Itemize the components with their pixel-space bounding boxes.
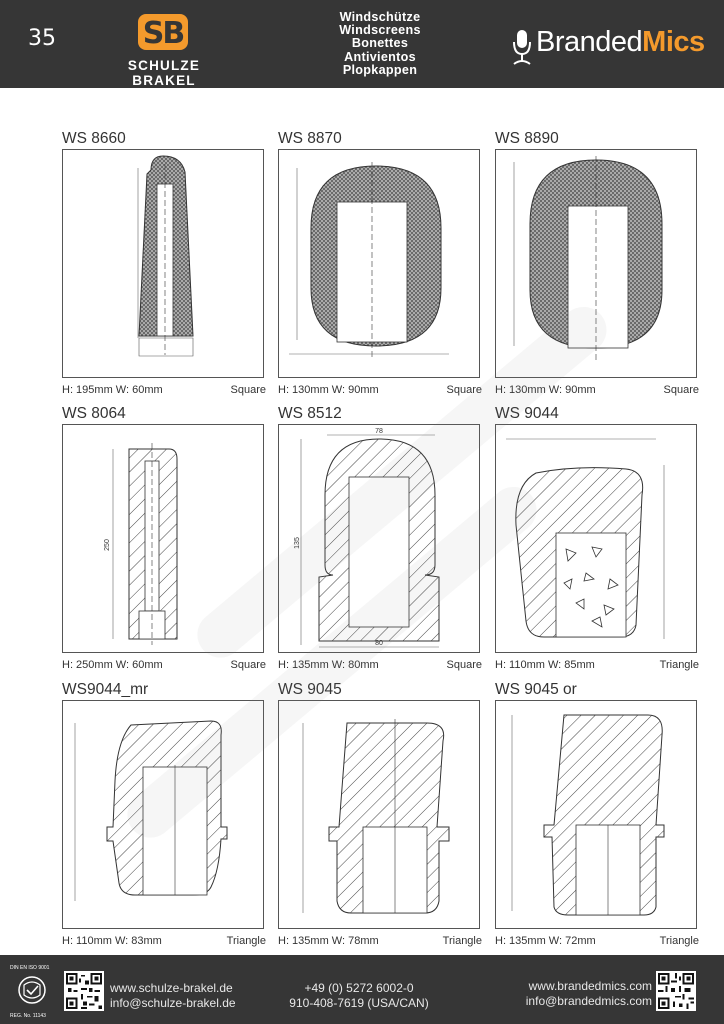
product-model: WS 9044 (495, 405, 559, 422)
drawing-bottom-width-label: 80 (375, 640, 383, 647)
product-model: WS 9045 (278, 681, 342, 698)
product-dimensions: H: 135mm W: 78mm (278, 935, 379, 947)
phone-germany[interactable]: +49 (0) 5272 6002-0 (304, 981, 414, 995)
page-number: 35 (28, 26, 56, 51)
product-dimensions: H: 135mm W: 72mm (495, 935, 596, 947)
product-dimensions: H: 110mm W: 85mm (495, 659, 595, 671)
tapered-foam-drawing-icon (279, 701, 479, 928)
iso-registration-label: REG. No. 11143 (10, 1013, 46, 1019)
product-model: WS 8890 (495, 130, 559, 147)
page-header (0, 0, 724, 88)
product-drawing-frame (62, 149, 264, 378)
product-drawing-frame (495, 424, 697, 653)
product-dimensions: H: 110mm W: 83mm (62, 935, 162, 947)
sb-logo-icon (138, 14, 188, 50)
drawing-height-label: 250 (104, 539, 111, 551)
branded-mics-contact (500, 979, 652, 1009)
qr-code-icon (64, 971, 104, 1011)
product-dimensions: H: 250mm W: 60mm (62, 659, 163, 671)
product-model: WS 8870 (278, 130, 342, 147)
iso-standard-label: DIN EN ISO 9001 (10, 965, 50, 971)
product-drawing-frame (278, 700, 480, 929)
tapered-foam-drawing-icon (496, 701, 696, 928)
product-drawing-frame (278, 149, 480, 378)
oval-foam-drawing-icon (496, 150, 696, 377)
product-dimensions: H: 130mm W: 90mm (495, 384, 596, 396)
website-link-right[interactable]: www.brandedmics.com (528, 979, 652, 993)
product-shape: Triangle (226, 935, 266, 947)
brand-wordmark (536, 26, 705, 59)
product-category-titles (300, 11, 460, 77)
product-shape: Triangle (442, 935, 482, 947)
title-en: Windscreens (339, 23, 421, 38)
drawing-top-width-label: 78 (375, 428, 383, 435)
page-footer (0, 955, 724, 1024)
title-nl: Plopkappen (342, 62, 418, 77)
dome-foam-drawing-icon (279, 425, 479, 652)
barrel-foam-drawing-icon (63, 701, 263, 928)
schulze-brakel-contact (110, 981, 236, 1011)
brand-part2: Mics (642, 26, 705, 58)
long-slim-foam-drawing-icon (63, 425, 263, 652)
schulze-brakel-logo (98, 14, 230, 88)
product-drawing-frame (278, 424, 480, 653)
barrel-foam-drawing-icon (496, 425, 696, 652)
microphone-icon (510, 28, 534, 68)
product-model: WS 9045 or (495, 681, 577, 698)
brand-part1: Branded (536, 26, 643, 58)
product-dimensions: H: 135mm W: 80mm (278, 659, 379, 671)
oval-foam-drawing-icon (279, 150, 479, 377)
logo-letters: SB (142, 16, 184, 50)
email-link-left[interactable]: info@schulze-brakel.de (110, 996, 236, 1010)
product-model: WS 8064 (62, 405, 126, 422)
phone-usa[interactable]: 910-408-7619 (USA/CAN) (289, 996, 429, 1010)
branded-mics-logo (510, 24, 705, 72)
product-dimensions: H: 195mm W: 60mm (62, 384, 163, 396)
product-shape: Square (230, 659, 266, 671)
qr-code-schulze-brakel[interactable] (64, 971, 104, 1011)
product-model: WS 8660 (62, 130, 126, 147)
logo-brand-text: SCHULZE BRAKEL (127, 58, 201, 88)
product-drawing-frame (62, 424, 264, 653)
phone-contact (278, 981, 440, 1011)
certification-seal-icon (14, 975, 50, 1005)
title-fr: Bonettes (351, 36, 409, 51)
drawing-height-label: 135 (294, 537, 301, 549)
iso-certification-badge (10, 965, 56, 1021)
email-link-right[interactable]: info@brandedmics.com (525, 994, 652, 1008)
product-model: WS 8512 (278, 405, 342, 422)
product-shape: Square (663, 384, 699, 396)
product-shape: Triangle (659, 935, 699, 947)
website-link-left[interactable]: www.schulze-brakel.de (110, 981, 233, 995)
qr-code-branded-mics[interactable] (656, 971, 696, 1011)
product-shape: Square (230, 384, 266, 396)
product-shape: Triangle (659, 659, 699, 671)
qr-code-icon (656, 971, 696, 1011)
product-shape: Square (446, 384, 482, 396)
product-drawing-frame (62, 700, 264, 929)
product-dimensions: H: 130mm W: 90mm (278, 384, 379, 396)
product-drawing-frame (495, 700, 697, 929)
product-shape: Square (446, 659, 482, 671)
title-es: Antivientos (344, 49, 416, 64)
tall-narrow-foam-drawing-icon (63, 150, 263, 377)
title-de: Windschütze (339, 10, 421, 24)
product-drawing-frame (495, 149, 697, 378)
product-model: WS9044_mr (62, 681, 149, 698)
